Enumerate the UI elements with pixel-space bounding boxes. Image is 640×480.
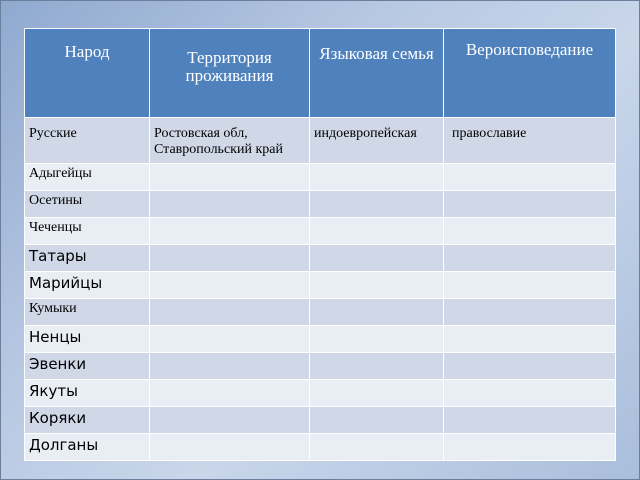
cell-territory <box>150 218 310 245</box>
cell-language-family <box>310 272 444 299</box>
header-religion-label: Вероисповедание <box>465 40 594 59</box>
table-row <box>25 407 616 434</box>
header-language-family <box>310 29 444 118</box>
cell-people: Марийцы <box>25 272 150 299</box>
cell-people: Долганы <box>25 434 150 461</box>
cell-people: Коряки <box>25 407 150 434</box>
cell-religion <box>444 191 616 218</box>
cell-religion <box>444 353 616 380</box>
table-row <box>25 164 616 191</box>
table-body <box>25 118 616 461</box>
cell-territory <box>150 272 310 299</box>
cell-religion <box>444 164 616 191</box>
cell-language-family <box>310 434 444 461</box>
cell-people: Русские <box>25 118 150 164</box>
header-people <box>25 29 150 118</box>
table-row <box>25 353 616 380</box>
cell-religion <box>444 380 616 407</box>
cell-religion <box>444 434 616 461</box>
table-row <box>25 272 616 299</box>
cell-territory <box>150 299 310 326</box>
cell-people: Чеченцы <box>25 218 150 245</box>
cell-language-family <box>310 299 444 326</box>
cell-territory <box>150 380 310 407</box>
cell-territory <box>150 353 310 380</box>
cell-religion <box>444 245 616 272</box>
cell-language-family <box>310 326 444 353</box>
cell-language-family <box>310 353 444 380</box>
header-territory <box>150 29 310 118</box>
cell-religion <box>444 218 616 245</box>
cell-religion <box>444 326 616 353</box>
cell-people: Кумыки <box>25 299 150 326</box>
cell-people: Ненцы <box>25 326 150 353</box>
cell-territory <box>150 434 310 461</box>
cell-people: Осетины <box>25 191 150 218</box>
table-row <box>25 118 616 164</box>
cell-religion: православие <box>444 118 616 164</box>
table-row <box>25 245 616 272</box>
table-row <box>25 191 616 218</box>
cell-people: Эвенки <box>25 353 150 380</box>
header-religion <box>444 29 616 118</box>
table-row <box>25 218 616 245</box>
cell-religion <box>444 299 616 326</box>
cell-territory: Ростовская обл, Ставропольский край <box>150 118 310 164</box>
cell-religion <box>444 407 616 434</box>
cell-language-family <box>310 191 444 218</box>
table-row <box>25 299 616 326</box>
cell-territory <box>150 245 310 272</box>
cell-language-family: индоевропейская <box>310 118 444 164</box>
table-row <box>25 434 616 461</box>
cell-territory <box>150 407 310 434</box>
peoples-table <box>24 28 616 461</box>
header-people-label: Народ <box>64 42 110 61</box>
cell-people: Татары <box>25 245 150 272</box>
cell-territory <box>150 164 310 191</box>
header-row <box>25 29 616 118</box>
cell-religion <box>444 272 616 299</box>
cell-language-family <box>310 218 444 245</box>
table-row <box>25 326 616 353</box>
cell-language-family <box>310 407 444 434</box>
table-row <box>25 380 616 407</box>
table-header <box>25 29 616 118</box>
cell-people: Адыгейцы <box>25 164 150 191</box>
cell-language-family <box>310 164 444 191</box>
cell-territory <box>150 326 310 353</box>
cell-territory <box>150 191 310 218</box>
cell-people: Якуты <box>25 380 150 407</box>
header-territory-label: Территория проживания <box>185 48 274 85</box>
header-language-family-label: Языковая семья <box>319 44 434 63</box>
cell-language-family <box>310 380 444 407</box>
cell-language-family <box>310 245 444 272</box>
